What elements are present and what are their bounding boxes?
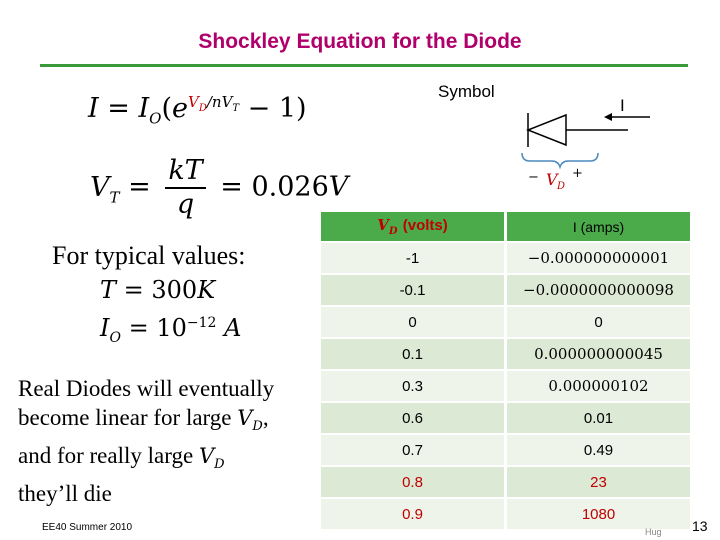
vd-cell: -0.1 — [321, 274, 504, 306]
course-footer: EE40 Summer 2010 — [42, 522, 133, 533]
current-cell: 0.49 — [507, 434, 690, 466]
vd-cell: 0.8 — [321, 466, 504, 498]
shockley-equation: $I = I_O(e^{V_D/nV_T} - 1)$ — [88, 93, 307, 128]
current-label: I — [620, 96, 625, 115]
saturation-current-value: $I_O = 10^{-12}$ A — [100, 314, 242, 346]
current-cell: 1080 — [507, 498, 690, 530]
vd-cell: 0.9 — [321, 498, 504, 530]
current-cell: −0.0000000000098 — [507, 274, 690, 306]
table-row — [321, 402, 690, 434]
svg-text:D: D — [557, 181, 566, 192]
table-row — [321, 274, 690, 306]
vd-cell: 0.3 — [321, 370, 504, 402]
table-row — [321, 466, 690, 498]
slide-title: Shockley Equation for the Diode — [198, 30, 522, 53]
current-cell: 0.01 — [507, 402, 690, 434]
table-row — [321, 434, 690, 466]
plus-sign: + — [572, 166, 583, 181]
current-header: I (amps) — [507, 212, 690, 242]
current-cell: 23 — [507, 466, 690, 498]
real-diodes-note — [18, 374, 274, 508]
note-line-1: Real Diodes will eventually — [18, 376, 275, 401]
symbol-label: Symbol — [438, 82, 495, 101]
note-line-4: they’ll die — [18, 481, 112, 507]
current-cell: −0.000000000001 — [507, 242, 690, 274]
note-line-3: and for really large $V_D$ — [18, 443, 225, 473]
note-line-2: become linear for large $V_D$, — [18, 405, 269, 435]
table-row — [321, 242, 690, 274]
temperature-value: T = 300K — [100, 276, 216, 304]
current-cell: 0 — [507, 306, 690, 338]
iv-table — [321, 212, 690, 531]
vd-cell: 0.6 — [321, 402, 504, 434]
footer-fragment: Hug — [645, 527, 662, 537]
diode-symbol — [500, 95, 660, 195]
page-number: 13 — [692, 518, 708, 534]
vd-header: $V_D$ (volts) — [321, 212, 504, 242]
svg-text:V: V — [546, 170, 558, 189]
vd-cell: 0.7 — [321, 434, 504, 466]
table-row — [321, 498, 690, 530]
title-underline — [40, 64, 688, 67]
vd-cell: 0 — [321, 306, 504, 338]
table-row — [321, 338, 690, 370]
current-cell: 0.000000000045 — [507, 338, 690, 370]
vd-cell: 0.1 — [321, 338, 504, 370]
table-row — [321, 306, 690, 338]
table-row — [321, 370, 690, 402]
current-cell: 0.000000102 — [507, 370, 690, 402]
minus-sign: − — [528, 170, 539, 185]
vd-cell: -1 — [321, 242, 504, 274]
thermal-voltage-equation: $V_T$ = $\frac{kT}{q}$ = 0.026V — [90, 155, 349, 220]
typical-values-heading: For typical values: — [52, 241, 246, 270]
